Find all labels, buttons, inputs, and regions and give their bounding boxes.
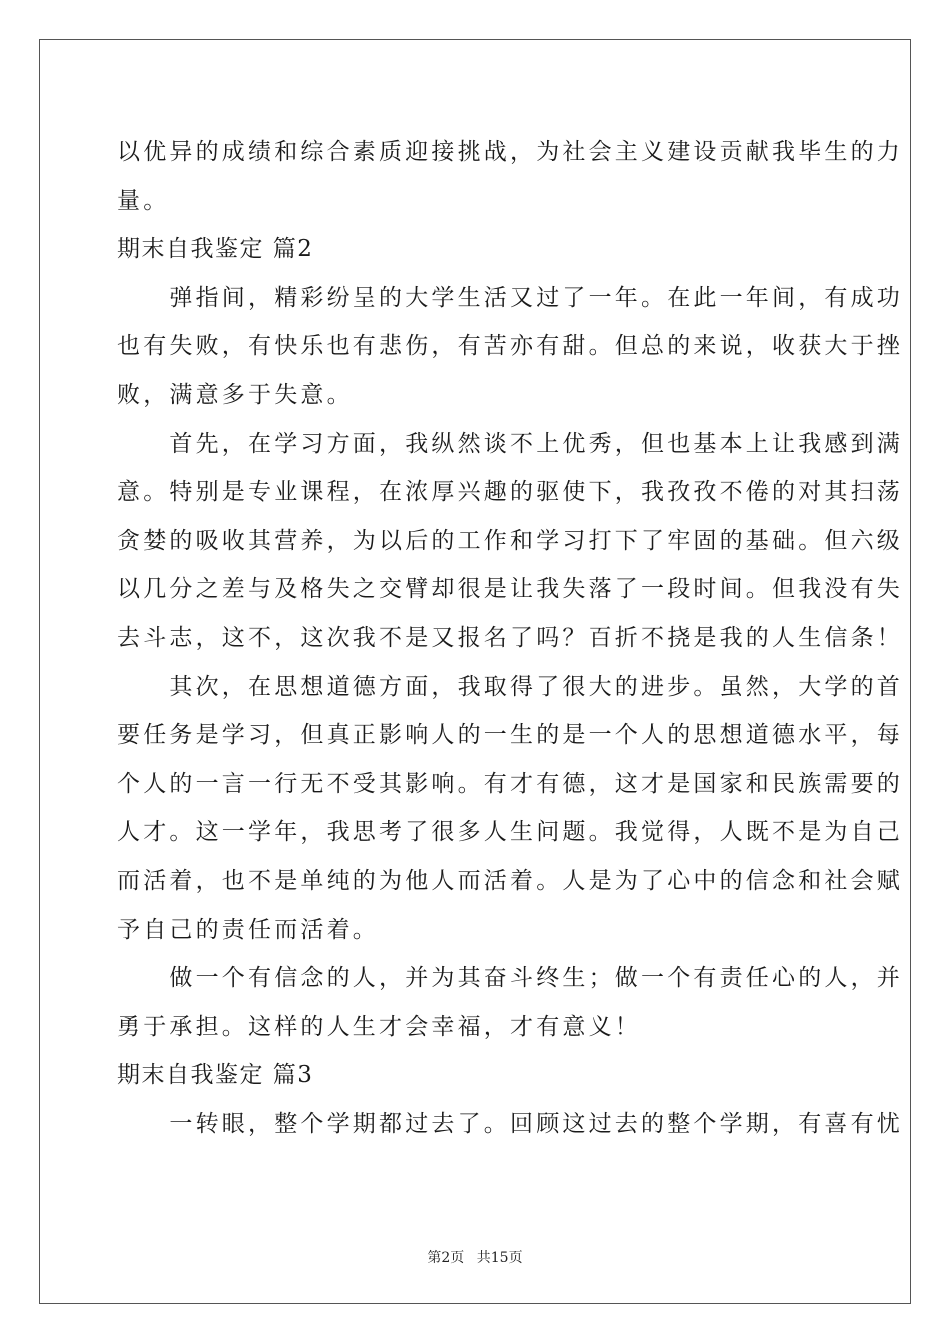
text-line: 意。特别是专业课程，在浓厚兴趣的驱使下，我孜孜不倦的对其扫荡 xyxy=(117,479,903,506)
text-line: 败，满意多于失意。 xyxy=(117,381,353,408)
page-total: 共15页 xyxy=(476,1250,523,1266)
text-line: 一转眼，整个学期都过去了。回顾这过去的整个学期，有喜有忧 xyxy=(117,1110,903,1137)
text-line: 去斗志，这不，这次我不是又报名了吗？百折不挠是我的人生信条！ xyxy=(117,624,903,651)
text-line: 以优异的成绩和综合素质迎接挑战，为社会主义建设贡献我毕生的力 xyxy=(117,139,903,165)
section-heading: 期末自我鉴定 篇2 xyxy=(117,236,314,263)
text-line: 量。 xyxy=(117,187,170,214)
page-footer xyxy=(0,1247,950,1267)
text-line: 其次，在思想道德方面，我取得了很大的进步。虽然，大学的首 xyxy=(117,673,903,700)
text-line: 首先，在学习方面，我纵然谈不上优秀，但也基本上让我感到满 xyxy=(117,430,903,457)
page-number: 第2页 xyxy=(427,1250,465,1266)
text-line: 勇于承担。这样的人生才会幸福，才有意义！ xyxy=(117,1013,641,1040)
text-line: 做一个有信念的人，并为其奋斗终生；做一个有责任心的人，并 xyxy=(117,965,903,992)
section-heading: 期末自我鉴定 篇3 xyxy=(117,1062,314,1089)
text-line: 予自己的责任而活着。 xyxy=(117,916,379,943)
text-line: 也有失败，有快乐也有悲伤，有苦亦有甜。但总的来说，收获大于挫 xyxy=(117,333,903,360)
text-line: 弹指间，精彩纷呈的大学生活又过了一年。在此一年间，有成功 xyxy=(117,284,903,311)
text-line: 要任务是学习，但真正影响人的一生的是一个人的思想道德水平，每 xyxy=(117,722,903,749)
text-line: 而活着，也不是单纯的为他人而活着。人是为了心中的信念和社会赋 xyxy=(117,867,903,894)
text-line: 个人的一言一行无不受其影响。有才有德，这才是国家和民族需要的 xyxy=(117,770,903,797)
document-body xyxy=(117,128,903,1148)
text-line: 人才。这一学年，我思考了很多人生问题。我觉得，人既不是为自己 xyxy=(117,819,903,846)
text-line: 贪婪的吸收其营养，为以后的工作和学习打下了牢固的基础。但六级 xyxy=(117,527,903,554)
text-line: 以几分之差与及格失之交臂却很是让我失落了一段时间。但我没有失 xyxy=(117,576,903,603)
